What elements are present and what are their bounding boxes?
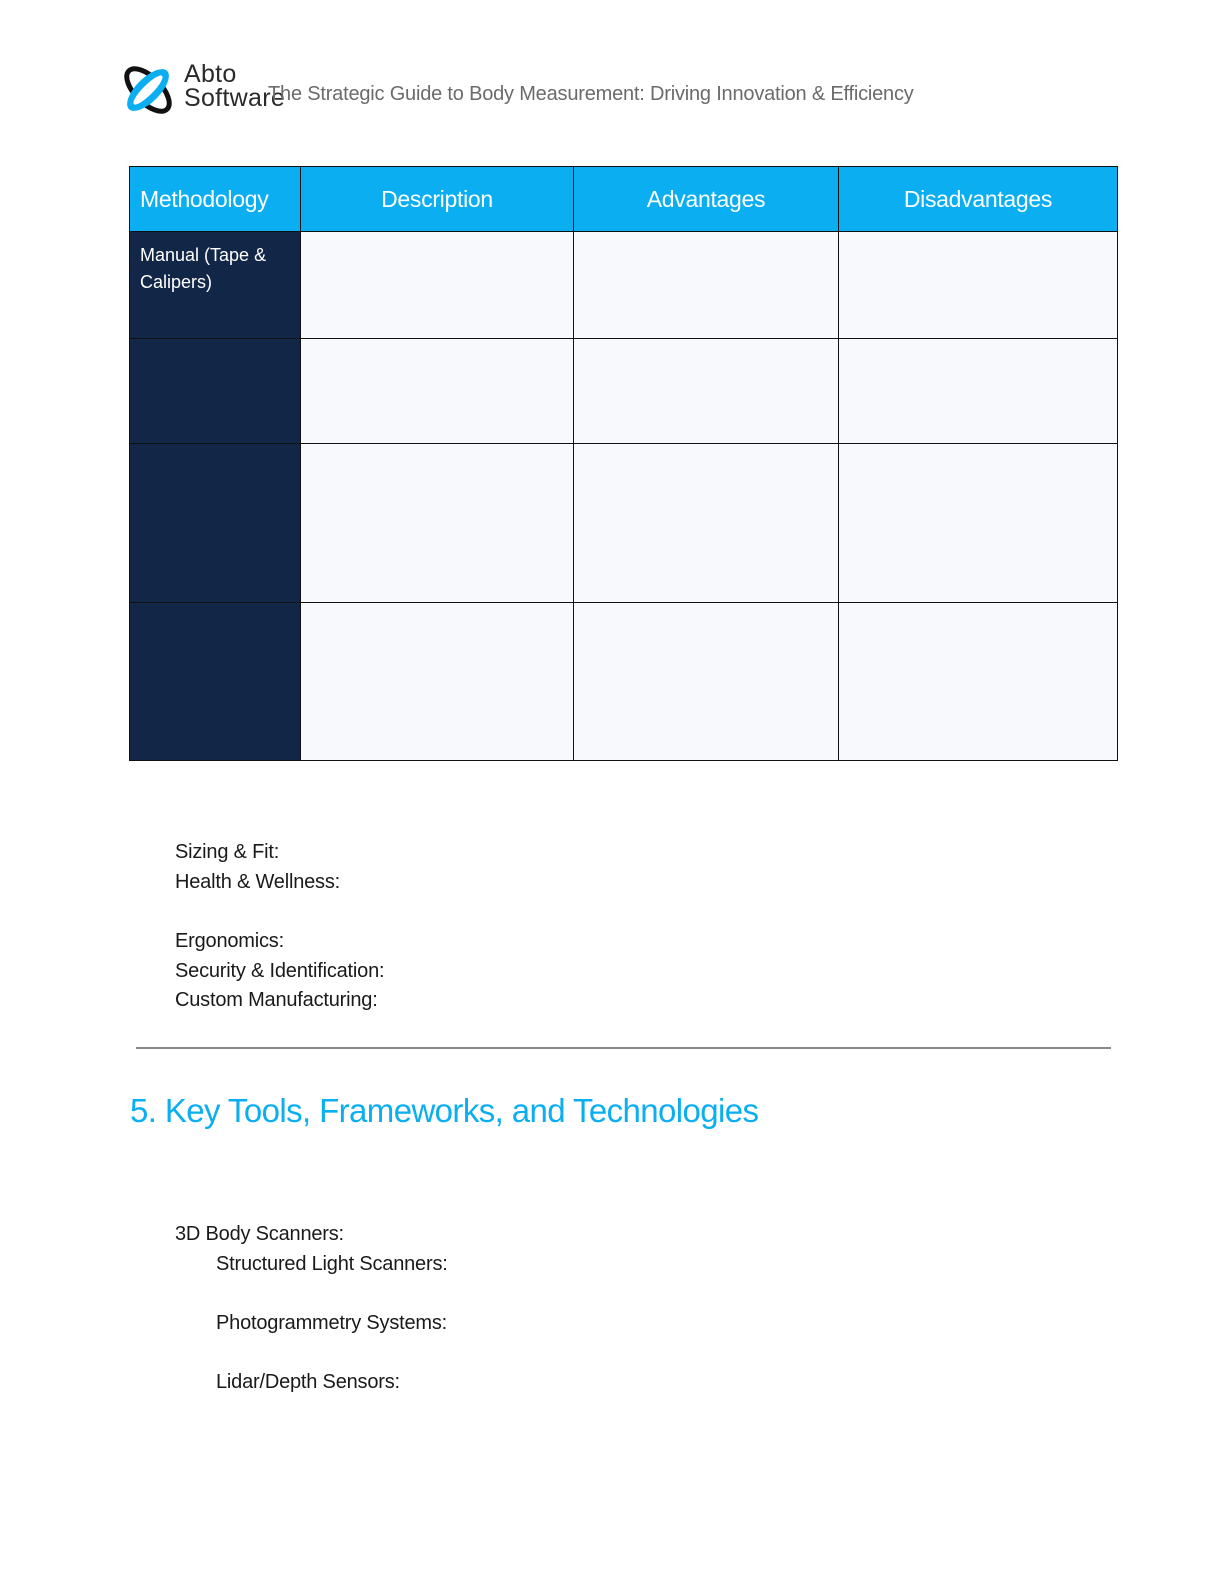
description-cell: [301, 232, 574, 339]
methodology-cell: Manual (Tape & Calipers): [130, 232, 301, 339]
methodology-cell: [130, 603, 301, 761]
section-heading: 5. Key Tools, Frameworks, and Technologies: [130, 1092, 759, 1129]
list-item: Structured Light Scanners:: [216, 1252, 448, 1275]
disadvantages-cell: [839, 339, 1118, 444]
list-item: Security & Identification:: [175, 959, 385, 982]
table-row: [130, 444, 1118, 603]
disadvantages-cell: [839, 444, 1118, 603]
description-cell: [301, 339, 574, 444]
header-description: Description: [301, 167, 574, 232]
description-cell: [301, 444, 574, 603]
list-item: Ergonomics:: [175, 930, 284, 953]
advantages-cell: [574, 339, 839, 444]
advantages-cell: [574, 603, 839, 761]
header-methodology: Methodology: [130, 167, 301, 232]
list-item: Sizing & Fit:: [175, 841, 280, 863]
applications-list: [175, 838, 384, 1016]
list-item: Health & Wellness:: [175, 870, 340, 893]
header-advantages: Advantages: [574, 167, 839, 232]
page-header: [120, 60, 1020, 120]
disadvantages-cell: [839, 232, 1118, 339]
list-item: [175, 897, 384, 927]
logo-line-1: Abto: [184, 60, 237, 88]
methodology-cell: [130, 444, 301, 603]
tools-list: [175, 1220, 448, 1398]
list-item: Photogrammetry Systems:: [216, 1312, 448, 1335]
section-divider: [136, 1047, 1111, 1049]
table-header-row: [130, 167, 1118, 232]
table-row: [130, 232, 1118, 339]
abto-logo-icon: [120, 62, 176, 118]
list-item: [175, 1279, 448, 1309]
table-row: [130, 339, 1118, 444]
list-item: 3D Body Scanners:: [175, 1223, 344, 1245]
list-item: Custom Manufacturing:: [175, 989, 378, 1012]
advantages-cell: [574, 232, 839, 339]
advantages-cell: [574, 444, 839, 603]
list-item: [175, 1339, 448, 1369]
document-title: The Strategic Guide to Body Measurement: Driving Innovation & Efficiency: [268, 83, 914, 105]
description-cell: [301, 603, 574, 761]
logo-line-2: Software: [184, 84, 286, 112]
header-disadvantages: Disadvantages: [839, 167, 1118, 232]
table-row: [130, 603, 1118, 761]
list-item: Lidar/Depth Sensors:: [216, 1371, 400, 1394]
methodology-cell: [130, 339, 301, 444]
methodology-table: [129, 166, 1118, 761]
disadvantages-cell: [839, 603, 1118, 761]
